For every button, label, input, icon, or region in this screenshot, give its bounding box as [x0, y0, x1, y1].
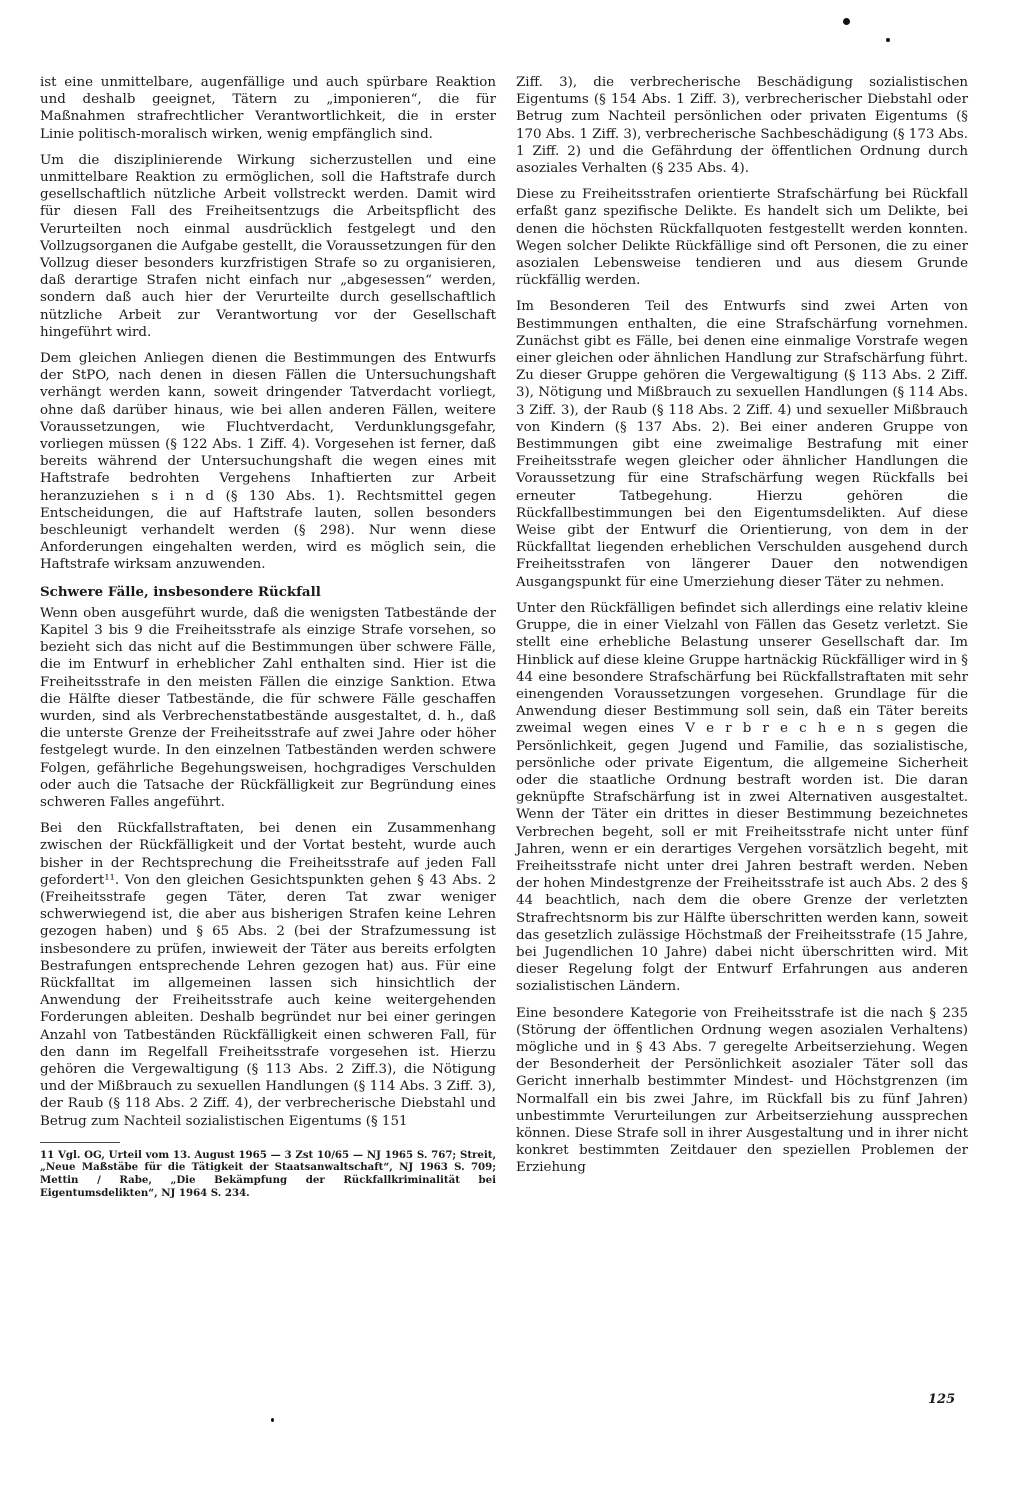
- page-number: 125: [928, 1392, 956, 1407]
- paragraph: Ziff. 3), die verbrecherische Beschädigung sozialistischen Eigentums (§ 154 Abs. 1 Ziff. 3), verbrecherischer Diebstahl oder Betrug zum Nachteil persönlichen oder privaten Eigentums (§ 170 Abs. 1 Ziff. 3), verbrecherische Sachbeschädigung (§ 173 Abs. 1 Ziff. 2) und die Gefährdung der öffentlichen Ordnung durch asoziales Verhalten (§ 235 Abs. 4).: [516, 75, 968, 177]
- paragraph: Im Besonderen Teil des Entwurfs sind zwei Arten von Bestimmungen enthalten, die eine Strafschärfung vornehmen. Zunächst gibt es Fälle, bei denen eine einmalige Vorstrafe wegen einer gleichen oder ähnlichen Handlung zur Strafschärfung führt. Zu dieser Gruppe gehören die Vergewaltigung (§ 113 Abs. 2 Ziff. 3), Nötigung und Mißbrauch zu sexuellen Handlungen (§ 114 Abs. 3 Ziff. 3), der Raub (§ 118 Abs. 2 Ziff. 4) und sexueller Mißbrauch von Kindern (§ 137 Abs. 2). Bei einer anderen Gruppe von Bestimmungen gibt eine zweimalige Bestrafung mit einer Freiheitsstrafe wegen gleicher oder ähnlicher Handlungen die Voraussetzung für eine Strafschärfung wegen Rückfalls bei erneuter Tatbegehung. Hierzu gehören die Rückfallbestimmungen bei den Eigentumsdelikten. Auf diese Weise gibt der Entwurf die Orientierung, von dem in der Rückfalltat liegenden erheblichen Verschulden ausgehend durch Freiheitsstrafen von längerer Dauer den notwendigen Ausgangspunkt für eine Umerziehung dieser Täter zu nehmen.: [516, 299, 968, 590]
- section-heading: Schwere Fälle, insbesondere Rückfall: [40, 583, 321, 600]
- footnote: 11 Vgl. OG, Urteil vom 13. August 1965 — 3 Zst 10/65 — NJ 1965 S. 767; Streit, „Neue Maßstäbe für die Tätigkeit der Staatsanwaltschaft“, NJ 1963 S. 709; Mettin / Rabe, „Die Bekämpfung der Rückfallkriminalität bei Eigentumsdelikten“, NJ 1964 S. 234.: [40, 1148, 496, 1199]
- left-column: [40, 74, 496, 1199]
- paragraph: Wenn oben ausgeführt wurde, daß die wenigsten Tatbestände der Kapitel 3 bis 9 die Freiheitsstrafe als einzige Strafe vorsehen, so bezieht sich das nicht auf die Bestimmungen über schwere Fälle, die im Entwurf in erheblicher Zahl enthalten sind. Hier ist die Freiheitsstrafe in den meisten Fällen die einzige Sanktion. Etwa die Hälfte dieser Tatbestände, die für schwere Fälle geschaffen wurden, sind als Verbrechenstatbestände ausgestaltet, d. h., daß die unterste Grenze der Freiheitsstrafe auf zwei Jahre oder höher festgelegt wurde. In den einzelnen Tatbeständen werden schwere Folgen, gefährliche Begehungsweisen, hochgradiges Verschulden oder auch die Tatsache der Rückfälligkeit zur Begründung eines schweren Falles angeführt.: [40, 605, 496, 810]
- footnote-separator: [40, 1142, 120, 1143]
- paragraph: Unter den Rückfälligen befindet sich allerdings eine relativ kleine Gruppe, die in einer Vielzahl von Fällen das Gesetz verletzt. Sie stellt eine erhebliche Belastung unserer Gesellschaft dar. Im Hinblick auf diese kleine Gruppe hartnäckig Rückfälliger wird in § 44 eine besondere Strafschärfung bei Rückfallstraftaten mit sehr einengenden Voraussetzungen vorgesehen. Grundlage für die Anwendung dieser Bestimmung soll sein, daß ein Täter bereits zweimal wegen eines V e r b r e c h e n s gegen die Persönlichkeit, gegen Jugend und Familie, das sozialistische, persönliche oder private Eigentum, die allgemeine Sicherheit oder die staatliche Ordnung bestraft worden ist. Die daran geknüpfte Strafschärfung ist in zwei Alternativen ausgestaltet. Wenn der Täter ein drittes in dieser Bestimmung bezeichnetes Verbrechen begeht, soll er mit Freiheitsstrafe nicht unter fünf Jahren, wenn er ein derartiges Vergehen vorsätzlich begeht, mit Freiheitsstrafe nicht unter drei Jahren bestraft werden. Neben der hohen Mindestgrenze der Freiheitsstrafe ist auch Abs. 2 des § 44 beachtlich, nach dem die obere Grenze der verletzten Strafrechtsnorm bis zur Hälfte überschritten werden kann, soweit das gesetzlich zulässige Höchstmaß der Freiheitsstrafe (15 Jahre, bei Jugendlichen 10 Jahre) dabei nicht überschritten wird. Mit dieser Regelung folgt der Entwurf Erfahrungen aus anderen sozialistischen Ländern.: [516, 600, 968, 995]
- scan-speck: [271, 1418, 274, 1422]
- paragraph: Um die disziplinierende Wirkung sicherzustellen und eine unmittelbare Reaktion zu ermöglichen, soll die Haftstrafe durch gesellschaftlich nützliche Arbeit vollstreckt werden. Damit wird für diesen Fall des Freiheitsentzugs die Arbeitspflicht des Verurteilten noch einmal ausdrücklich festgelegt und den Vollzugsorganen die Aufgabe gestellt, die Voraussetzungen für den Vollzug dieser besonders kurzfristigen Strafe so zu organisieren, daß derartige Strafen nicht einfach nur „abgesessen“ werden, sondern daß auch hier der Verurteilte durch gesellschaftlich nützliche Arbeit zur Verantwortung vor der Gesellschaft hingeführt wird.: [40, 152, 496, 340]
- paragraph: Dem gleichen Anliegen dienen die Bestimmungen des Entwurfs der StPO, nach denen in diesen Fällen die Untersuchungshaft verhängt werden kann, soweit dringender Tatverdacht vorliegt, ohne daß darüber hinaus, wie bei allen anderen Fällen, weitere Voraussetzungen, wie Fluchtverdacht, Verdunklungsgefahr, vorliegen müssen (§ 122 Abs. 1 Ziff. 4). Vorgesehen ist ferner, daß bereits während der Untersuchungshaft die wegen eines mit Haftstrafe bedrohten Vergehens Inhaftierten zur Arbeit heranzuziehen s i n d (§ 130 Abs. 1). Rechtsmittel gegen Entscheidungen, die auf Haftstrafe lauten, sollen besonders beschleunigt verhandelt werden (§ 298). Nur wenn diese Anforderungen eingehalten werden, wird es möglich sein, die Haftstrafe wirksam anzuwenden.: [40, 351, 496, 573]
- paragraph: Bei den Rückfallstraftaten, bei denen ein Zusammenhang zwischen der Rückfälligkeit und der Vortat besteht, wurde auch bisher in der Rechtsprechung die Freiheitsstrafe auf jeden Fall gefordert¹¹. Von den gleichen Gesichtspunkten gehen § 43 Abs. 2 (Freiheitsstrafe gegen Täter, deren Tat zwar weniger schwerwiegend ist, die aber aus bisherigen Strafen keine Lehren gezogen haben) und § 65 Abs. 2 (bei der Strafzumessung ist insbesondere zu prüfen, inwieweit der Täter aus bereits erfolgten Bestrafungen entsprechende Lehren gezogen hat) aus. Für eine Rückfalltat im allgemeinen lassen sich hinsichtlich der Anwendung der Freiheitsstrafe auch keine weitergehenden Forderungen ableiten. Deshalb begründet nur bei einer geringen Anzahl von Tatbeständen Rückfälligkeit einen schweren Fall, für den dann im Regelfall Freiheitsstrafe vorgesehen ist. Hierzu gehören die Vergewaltigung (§ 113 Abs. 2 Ziff.3), die Nötigung und der Mißbrauch zu sexuellen Handlungen (§ 114 Abs. 3 Ziff. 3), der Raub (§ 118 Abs. 2 Ziff. 4), der verbrecherische Diebstahl und Betrug zum Nachteil sozialistischen Eigentums (§ 151: [40, 821, 496, 1129]
- paragraph: Diese zu Freiheitsstrafen orientierte Strafschärfung bei Rückfall erfaßt ganz spezifische Delikte. Es handelt sich um Delikte, bei denen die höchsten Rückfallquoten festgestellt werden konnten. Wegen solcher Delikte Rückfällige sind oft Personen, die zu einer asozialen Lebensweise tendieren und aus diesem Grunde rückfällig werden.: [516, 187, 968, 289]
- right-column: [516, 74, 968, 1186]
- paragraph: ist eine unmittelbare, augenfällige und auch spürbare Reaktion und deshalb geeignet, Tätern zu „imponieren“, die für Maßnahmen strafrechtlicher Verantwortlichkeit, die in erster Linie politisch-moralisch wirken, wenig empfänglich sind.: [40, 75, 496, 142]
- paragraph: Eine besondere Kategorie von Freiheitsstrafe ist die nach § 235 (Störung der öffentlichen Ordnung wegen asozialen Verhaltens) mögliche und in § 43 Abs. 7 geregelte Arbeitserziehung. Wegen der Besonderheit der Persönlichkeit asozialer Täter soll das Gericht innerhalb bestimmter Mindest- und Höchstgrenzen (im Normalfall ein bis zwei Jahre, im Rückfall bis zu fünf Jahren) unbestimmte Verurteilungen zur Arbeitserziehung aussprechen können. Diese Strafe soll in ihrer Ausgestaltung und in ihrer nicht konkret bestimmten Zeitdauer den speziellen Problemen der Erziehung: [516, 1005, 968, 1176]
- scan-speck: [843, 18, 850, 25]
- scan-speck: [886, 38, 890, 42]
